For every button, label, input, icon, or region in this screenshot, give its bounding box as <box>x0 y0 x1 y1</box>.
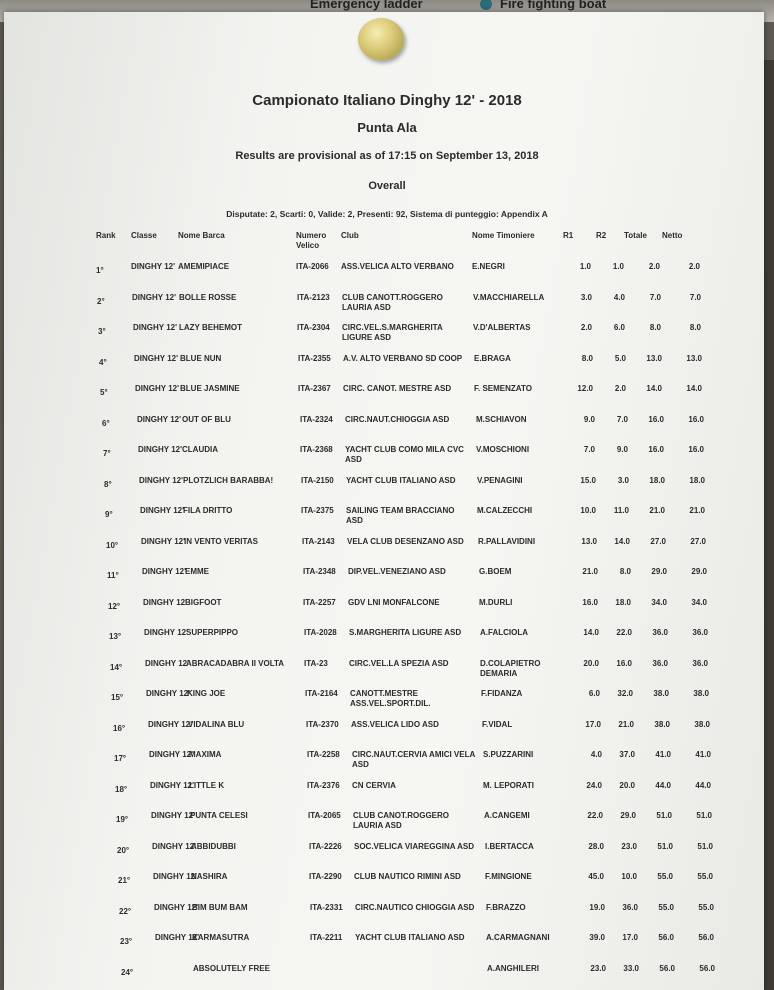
cell-net: 55.0 <box>697 872 713 881</box>
cell-sail-number: ITA-2324 <box>300 414 333 424</box>
cell-helmsman: V.MOSCHIONI <box>476 445 530 454</box>
header-rank: Rank <box>96 231 116 240</box>
cell-rank: 10° <box>106 540 119 550</box>
cell-class: DINGHY 12' <box>151 811 195 820</box>
cell-r1: 15.0 <box>580 475 596 485</box>
cell-net: 38.0 <box>693 689 709 698</box>
cell-total: 16.0 <box>648 414 664 424</box>
document-venue: Punta Ala <box>357 120 417 135</box>
cell-class: DINGHY 12' <box>133 323 177 332</box>
header-r1: R1 <box>563 231 574 240</box>
cell-rank: 20° <box>117 845 130 855</box>
cell-rank: 8° <box>104 479 112 489</box>
cell-net: 27.0 <box>690 536 706 546</box>
header-total: Totale <box>624 231 647 240</box>
cell-club: SOC.VELICA VIAREGGINA ASD <box>354 841 475 851</box>
cell-class: DINGHY 12' <box>139 475 183 485</box>
cell-total: 2.0 <box>648 262 660 271</box>
cell-helmsman: V.PENAGINI <box>477 475 523 485</box>
cell-helmsman: E.BRAGA <box>474 353 511 363</box>
cell-rank: 14° <box>110 662 123 672</box>
cell-r2: 8.0 <box>619 567 631 576</box>
header-helmsman: Nome Timoniere <box>472 231 535 240</box>
cell-boat-name: BOLLE ROSSE <box>179 292 237 302</box>
header-r2: R2 <box>596 231 607 240</box>
cell-sail-number: ITA-2066 <box>296 262 329 271</box>
cell-sail-number: ITA-2290 <box>309 872 342 881</box>
cell-class: DINGHY 12' <box>150 780 194 790</box>
cell-r1: 3.0 <box>580 292 592 302</box>
cell-helmsman: A.ANGHILERI <box>487 963 539 973</box>
cell-class: DINGHY 12' <box>132 292 176 302</box>
cell-club: GDV LNI MONFALCONE <box>348 597 440 607</box>
cell-club: CIRC.NAUT.CERVIA AMICI VELA ASD <box>352 750 475 769</box>
cell-club: YACHT CLUB ITALIANO ASD <box>346 475 456 485</box>
cell-r2: 29.0 <box>620 811 636 820</box>
cell-helmsman: G.BOEM <box>479 567 512 576</box>
cell-club: S.MARGHERITA LIGURE ASD <box>349 628 462 637</box>
cell-rank: 12° <box>108 601 121 611</box>
cell-class: DINGHY 12' <box>134 353 178 363</box>
cell-rank: 18° <box>115 784 128 794</box>
cell-boat-name: ABRACADABRA II VOLTA <box>186 658 285 668</box>
cell-rank: 21° <box>118 876 131 885</box>
cell-r2: 17.0 <box>622 933 638 942</box>
cell-r2: 11.0 <box>613 506 629 515</box>
cell-rank: 23° <box>120 937 133 946</box>
cell-sail-number: ITA-2028 <box>304 628 337 637</box>
cell-r1: 19.0 <box>589 902 605 912</box>
cell-sail-number: ITA-2367 <box>298 384 331 393</box>
cell-total: 29.0 <box>651 567 667 576</box>
push-pin-icon <box>358 18 404 60</box>
cell-boat-name: KARMASUTRA <box>192 933 250 942</box>
cell-class: DINGHY 12' <box>149 750 193 759</box>
cell-r1: 10.0 <box>580 506 596 515</box>
cell-boat-name: MAXIMA <box>189 750 222 759</box>
cell-r1: 2.0 <box>580 323 592 332</box>
cell-club: CIRC.NAUT.CHIOGGIA ASD <box>345 414 450 424</box>
cell-boat-name: PLOTZLICH BARABBA! <box>183 475 274 485</box>
cell-total: 27.0 <box>650 536 666 546</box>
cell-sail-number: ITA-2065 <box>308 811 341 820</box>
cell-rank: 17° <box>114 754 127 763</box>
cell-r2: 6.0 <box>613 323 625 332</box>
cell-club: CIRC.NAUTICO CHIOGGIA ASD <box>355 902 475 912</box>
cell-club: YACHT CLUB COMO MILA CVC ASD <box>345 445 464 464</box>
cell-helmsman: E.NEGRI <box>472 262 505 271</box>
cell-club: DIP.VEL.VENEZIANO ASD <box>348 567 446 576</box>
cell-rank: 3° <box>98 327 106 336</box>
cell-sail-number: ITA-23 <box>304 658 328 668</box>
cell-r2: 21.0 <box>618 719 634 729</box>
cell-boat-name: BLUE NUN <box>180 353 222 363</box>
cell-net: 41.0 <box>695 750 711 759</box>
cell-rank: 6° <box>102 418 110 428</box>
cell-net: 29.0 <box>691 567 707 576</box>
cell-r2: 14.0 <box>614 536 630 546</box>
cell-r1: 45.0 <box>588 872 604 881</box>
cell-rank: 22° <box>119 906 132 916</box>
provisional-status: Results are provisional as of 17:15 on September 13, 2018 <box>235 150 539 162</box>
cell-class: DINGHY 12' <box>152 841 196 851</box>
cell-class: DINGHY 12' <box>144 628 188 637</box>
cell-total: 8.0 <box>649 323 661 332</box>
cell-sail-number: ITA-2257 <box>303 597 336 607</box>
cell-boat-name: EMME <box>185 567 209 576</box>
header-club: Club <box>341 231 359 240</box>
cell-net: 21.0 <box>689 506 705 515</box>
cell-r1: 28.0 <box>588 841 604 851</box>
cell-r2: 37.0 <box>619 750 635 759</box>
cell-class: DINGHY 12' <box>141 536 185 546</box>
cell-r1: 9.0 <box>583 414 595 424</box>
cell-sail-number: ITA-2226 <box>309 841 342 851</box>
cell-club: VELA CLUB DESENZANO ASD <box>347 536 464 546</box>
cell-boat-name: IN VENTO VERITAS <box>184 536 258 546</box>
cell-sail-number: ITA-2150 <box>301 475 334 485</box>
cell-r2: 4.0 <box>613 292 625 302</box>
cell-helmsman: I.BERTACCA <box>485 841 534 851</box>
cell-sail-number: ITA-2355 <box>298 353 331 363</box>
cell-r1: 6.0 <box>588 689 600 698</box>
cell-helmsman: V.D'ALBERTAS <box>473 323 531 332</box>
cell-sail-number: ITA-2123 <box>297 292 330 302</box>
cell-r2: 16.0 <box>616 658 632 668</box>
cell-boat-name: VIDALINA BLU <box>188 719 245 729</box>
cell-rank: 13° <box>109 632 122 641</box>
cell-total: 51.0 <box>656 811 672 820</box>
cell-net: 14.0 <box>686 384 702 393</box>
cell-club: CIRC.VEL.LA SPEZIA ASD <box>349 658 449 668</box>
cell-total: 21.0 <box>649 506 665 515</box>
cell-r1: 24.0 <box>586 780 602 790</box>
cell-r1: 12.0 <box>577 384 593 393</box>
section-title: Overall <box>368 180 406 192</box>
cell-helmsman: M.CALZECCHI <box>477 506 533 515</box>
cell-club: A.V. ALTO VERBANO SD COOP <box>343 353 463 363</box>
cell-class: DINGHY 12' <box>142 567 186 576</box>
cell-rank: 15° <box>111 693 124 702</box>
cell-helmsman: M.SCHIAVON <box>476 414 527 424</box>
cell-total: 36.0 <box>652 658 668 668</box>
cell-class: DINGHY 12' <box>145 658 189 668</box>
cell-helmsman: D.COLAPIETRO DEMARIA <box>480 658 541 678</box>
cell-total: 38.0 <box>653 689 669 698</box>
cell-boat-name: CLAUDIA <box>182 445 218 454</box>
cell-total: 56.0 <box>658 933 674 942</box>
cell-sail-number: ITA-2348 <box>303 567 336 576</box>
cell-rank: 7° <box>103 449 111 458</box>
cell-r1: 20.0 <box>583 658 599 668</box>
header-sail-number: Numero Velico <box>296 231 327 250</box>
cell-rank: 9° <box>105 510 113 519</box>
cell-total: 55.0 <box>658 902 674 912</box>
cell-r2: 18.0 <box>615 597 631 607</box>
cell-net: 34.0 <box>691 597 707 607</box>
cell-total: 56.0 <box>659 963 675 973</box>
cell-net: 56.0 <box>698 933 714 942</box>
cell-boat-name: BIGFOOT <box>185 597 222 607</box>
cell-total: 36.0 <box>652 628 668 637</box>
header-class: Classe <box>131 231 157 240</box>
cell-sail-number: ITA-2258 <box>307 750 340 759</box>
cell-club: CANOTT.MESTRE ASS.VEL.SPORT.DIL. <box>350 689 431 708</box>
cell-r2: 5.0 <box>614 353 626 363</box>
cell-boat-name: KING JOE <box>187 689 226 698</box>
cell-boat-name: ABBIDUBBI <box>191 841 236 851</box>
cell-net: 36.0 <box>692 658 708 668</box>
cell-helmsman: M. LEPORATI <box>483 780 534 790</box>
cell-boat-name: OUT OF BLU <box>182 414 231 424</box>
cell-rank: 19° <box>116 815 129 824</box>
cell-helmsman: F.FIDANZA <box>481 689 523 698</box>
cell-helmsman: M.DURLI <box>479 597 513 607</box>
cell-sail-number: ITA-2143 <box>302 536 335 546</box>
cell-r1: 23.0 <box>590 963 606 973</box>
cell-net: 51.0 <box>696 811 712 820</box>
cell-class: DINGHY 12' <box>135 384 179 393</box>
cell-r2: 32.0 <box>617 689 633 698</box>
cell-net: 16.0 <box>688 414 704 424</box>
cell-helmsman: S.PUZZARINI <box>483 750 534 759</box>
cell-class: DINGHY 12' <box>146 689 190 698</box>
emergency-ladder-label: Emergency ladder <box>310 0 423 11</box>
cell-helmsman: F.MINGIONE <box>485 872 532 881</box>
cell-club: SAILING TEAM BRACCIANO ASD <box>346 506 455 525</box>
cell-r2: 22.0 <box>616 628 632 637</box>
cell-boat-name: ABSOLUTELY FREE <box>193 963 270 973</box>
cell-boat-name: LAZY BEHEMOT <box>179 323 242 332</box>
cell-club: ASS.VELICA LIDO ASD <box>351 719 439 729</box>
cell-class: DINGHY 12' <box>137 414 181 424</box>
cell-r2: 33.0 <box>623 963 639 973</box>
cell-sail-number: ITA-2376 <box>307 780 340 790</box>
cell-r1: 4.0 <box>590 750 602 759</box>
board-dot-icon <box>480 0 492 10</box>
cell-r1: 21.0 <box>582 567 598 576</box>
cell-rank: 4° <box>99 357 107 367</box>
cell-rank: 5° <box>100 388 108 397</box>
cell-helmsman: A.CARMAGNANI <box>486 933 550 942</box>
cell-class: DINGHY 12' <box>138 445 182 454</box>
cell-net: 13.0 <box>686 353 702 363</box>
cell-r1: 7.0 <box>583 445 595 454</box>
cell-sail-number: ITA-2211 <box>310 933 343 942</box>
cell-r2: 3.0 <box>617 475 629 485</box>
cell-club: CIRC.VEL.S.MARGHERITA LIGURE ASD <box>342 323 443 342</box>
cell-r1: 8.0 <box>581 353 593 363</box>
cell-net: 2.0 <box>688 262 700 271</box>
cell-net: 18.0 <box>689 475 705 485</box>
cell-net: 38.0 <box>694 719 710 729</box>
cell-total: 41.0 <box>655 750 671 759</box>
cell-total: 13.0 <box>646 353 662 363</box>
cell-boat-name: BIM BUM BAM <box>192 902 248 912</box>
cell-r1: 13.0 <box>581 536 597 546</box>
cell-r1: 16.0 <box>582 597 598 607</box>
cell-r2: 36.0 <box>622 902 638 912</box>
race-summary: Disputate: 2, Scarti: 0, Valide: 2, Presenti: 92, Sistema di punteggio: Appendix A <box>226 209 548 219</box>
cell-net: 56.0 <box>699 963 715 973</box>
cell-boat-name: NASHIRA <box>191 872 228 881</box>
cell-club: CLUB CANOTT.ROGGERO LAURIA ASD <box>342 292 443 312</box>
cell-class: DINGHY 12' <box>143 597 187 607</box>
cell-sail-number: ITA-2164 <box>305 689 338 698</box>
cell-class: DINGHY 12' <box>154 902 198 912</box>
fire-fighting-boat-label: Fire fighting boat <box>500 0 607 11</box>
header-net: Netto <box>662 231 683 240</box>
cell-sail-number: ITA-2370 <box>306 719 339 729</box>
cell-boat-name: PUNTA CELESI <box>190 811 248 820</box>
cell-r2: 20.0 <box>619 780 635 790</box>
cell-boat-name: BLUE JASMINE <box>180 384 240 393</box>
cell-r1: 14.0 <box>583 628 599 637</box>
cell-boat-name: LITTLE K <box>189 780 225 790</box>
cell-helmsman: F.VIDAL <box>482 719 513 729</box>
cell-helmsman: F.BRAZZO <box>486 902 526 912</box>
cell-rank: 1° <box>96 266 104 275</box>
cell-r2: 7.0 <box>616 414 628 424</box>
cell-club: CLUB NAUTICO RIMINI ASD <box>354 872 461 881</box>
cell-class: DINGHY 12' <box>131 262 175 271</box>
header-boat-name: Nome Barca <box>178 231 225 240</box>
cell-sail-number: ITA-2304 <box>297 323 330 332</box>
cell-r2: 23.0 <box>621 841 637 851</box>
document-title: Campionato Italiano Dinghy 12' - 2018 <box>252 92 522 109</box>
cell-club: CIRC. CANOT. MESTRE ASD <box>343 384 452 393</box>
cell-sail-number: ITA-2375 <box>301 506 334 515</box>
cell-helmsman: F. SEMENZATO <box>474 384 532 393</box>
cell-helmsman: A.FALCIOLA <box>480 628 528 637</box>
cell-rank: 16° <box>113 723 126 733</box>
cell-r2: 9.0 <box>616 445 628 454</box>
cell-total: 14.0 <box>646 384 662 393</box>
cell-net: 55.0 <box>698 902 714 912</box>
cell-total: 18.0 <box>649 475 665 485</box>
cell-total: 38.0 <box>654 719 670 729</box>
cell-net: 8.0 <box>689 323 701 332</box>
cell-total: 55.0 <box>657 872 673 881</box>
cell-class: DINGHY 12' <box>148 719 192 729</box>
cell-r2: 10.0 <box>621 872 637 881</box>
cell-helmsman: V.MACCHIARELLA <box>473 292 545 302</box>
cell-club: CLUB CANOT.ROGGERO LAURIA ASD <box>353 811 449 830</box>
cell-r1: 22.0 <box>587 811 603 820</box>
cell-boat-name: AMEMIPIACE <box>178 262 230 271</box>
cell-total: 34.0 <box>651 597 667 607</box>
cell-boat-name: FILA DRITTO <box>183 506 233 515</box>
cell-class: DINGHY 12' <box>140 506 184 515</box>
cell-net: 16.0 <box>688 445 704 454</box>
cell-helmsman: A.CANGEMI <box>484 811 530 820</box>
cell-net: 36.0 <box>692 628 708 637</box>
cell-r1: 17.0 <box>585 719 601 729</box>
cell-net: 44.0 <box>695 780 711 790</box>
cell-rank: 24° <box>121 967 134 977</box>
cell-r2: 1.0 <box>612 262 624 271</box>
cell-total: 51.0 <box>657 841 673 851</box>
cell-total: 44.0 <box>655 780 671 790</box>
cell-helmsman: R.PALLAVIDINI <box>478 536 536 546</box>
cell-total: 7.0 <box>649 292 661 302</box>
cell-club: ASS.VELICA ALTO VERBANO <box>341 262 454 271</box>
cell-r1: 39.0 <box>589 933 605 942</box>
cell-net: 51.0 <box>697 841 713 851</box>
cell-r2: 2.0 <box>614 384 626 393</box>
cell-class: DINGHY 12' <box>155 933 199 942</box>
cell-boat-name: SUPERPIPPO <box>186 628 239 637</box>
cell-club: YACHT CLUB ITALIANO ASD <box>355 933 465 942</box>
cell-club: CN CERVIA <box>352 780 396 790</box>
cell-total: 16.0 <box>648 445 664 454</box>
cell-r1: 1.0 <box>579 262 591 271</box>
cell-class: DINGHY 12' <box>153 872 197 881</box>
cell-rank: 2° <box>97 296 105 306</box>
cell-sail-number: ITA-2331 <box>310 902 343 912</box>
cell-net: 7.0 <box>689 292 701 302</box>
cell-sail-number: ITA-2368 <box>300 445 333 454</box>
cell-rank: 11° <box>107 571 119 580</box>
